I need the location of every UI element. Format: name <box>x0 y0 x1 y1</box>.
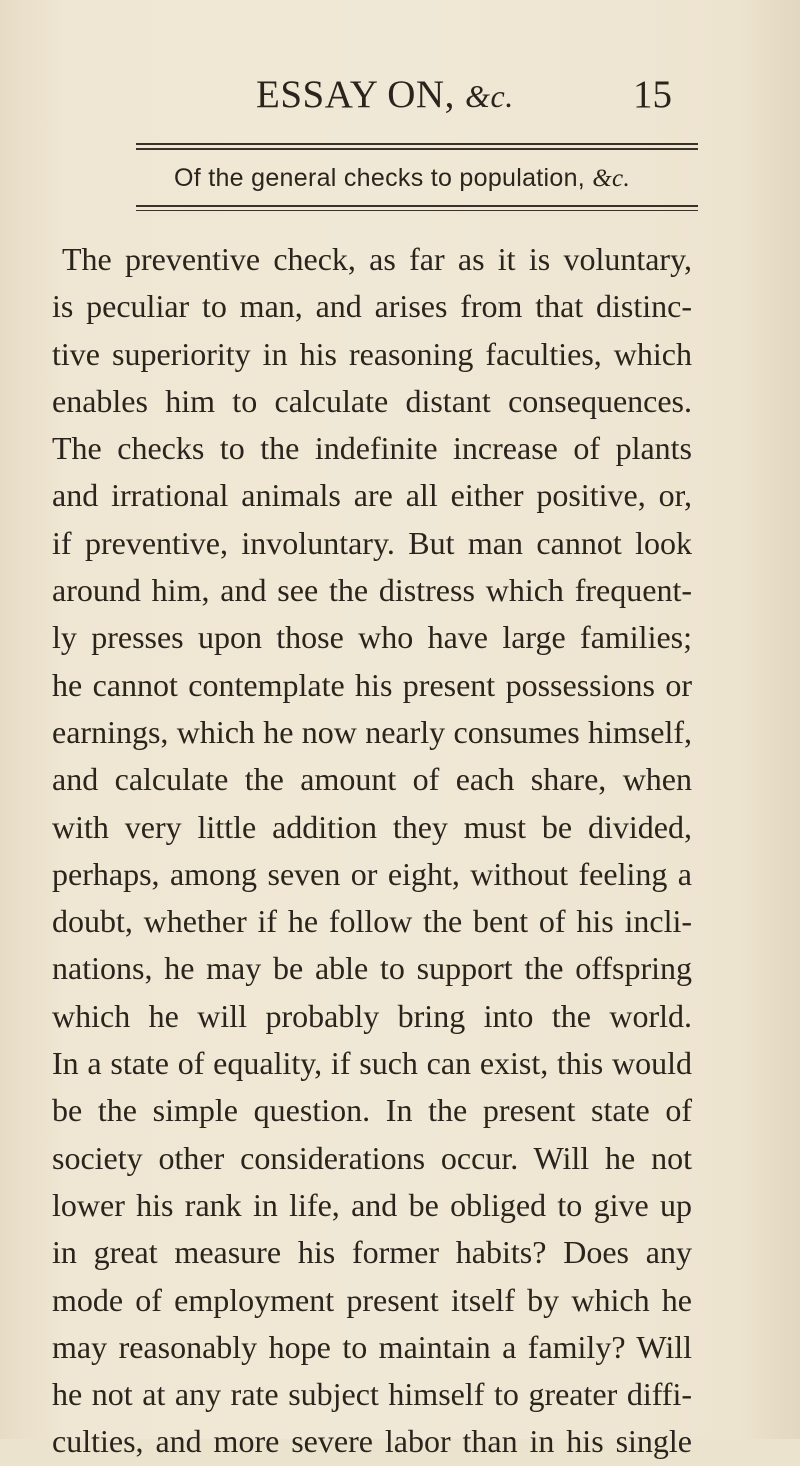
text-line: in great measure his former habits? Does any <box>52 1234 692 1271</box>
section-title <box>174 164 630 193</box>
running-head-etc: &c. <box>465 78 514 114</box>
page-number: 15 <box>633 73 672 116</box>
text-line: doubt, whether if he follow the bent of his incli- <box>52 903 692 940</box>
running-head <box>256 72 696 132</box>
text-line: tive superiority in his reasoning faculties, which <box>52 335 692 372</box>
text-line: society other considerations occur. Will he not <box>52 1139 692 1176</box>
text-line: The preventive check, as far as it is voluntary, <box>62 241 692 277</box>
bottom-rule-thick <box>136 205 698 207</box>
text-line: enables him to calculate distant consequences. <box>52 382 692 419</box>
running-head-title-text: ESSAY ON, <box>256 73 455 116</box>
text-line: In a state of equality, if such can exist, this would <box>52 1045 692 1082</box>
text-line: if preventive, involuntary. But man cannot look <box>52 524 692 561</box>
text-line: The checks to the indefinite increase of plants <box>52 430 692 467</box>
text-line: is peculiar to man, and arises from that distinc- <box>52 288 692 325</box>
text-line: culties, and more severe labor than in his single <box>52 1423 692 1460</box>
bottom-rule-thin <box>136 210 698 211</box>
text-line: be the simple question. In the present state of <box>52 1092 692 1129</box>
text-line: he not at any rate subject himself to greater diffi- <box>52 1376 692 1413</box>
text-line: and irrational animals are all either positive, or, <box>52 477 692 514</box>
body-text <box>52 236 692 1466</box>
text-line: lower his rank in life, and be obliged to give up <box>52 1186 692 1223</box>
top-rule-thick <box>136 143 698 145</box>
text-line: nations, he may be able to support the offspring <box>52 950 692 987</box>
text-line: he cannot contemplate his present possessions or <box>52 666 692 703</box>
text-line: and calculate the amount of each share, when <box>52 761 692 798</box>
text-line: perhaps, among seven or eight, without feeling a <box>52 855 692 892</box>
text-line: may reasonably hope to maintain a family? Will <box>52 1328 692 1365</box>
text-line: mode of employment present itself by which he <box>52 1281 692 1318</box>
text-line: around him, and see the distress which frequent- <box>52 572 692 609</box>
text-line: earnings, which he now nearly consumes himself, <box>52 713 692 750</box>
text-line: with very little addition they must be divided, <box>52 808 692 845</box>
text-line: which he will probably bring into the world. <box>52 997 692 1034</box>
text-line: ly presses upon those who have large families; <box>52 619 692 656</box>
top-rule-thin <box>136 148 698 150</box>
running-head-title <box>256 72 514 117</box>
section-title-text: Of the general checks to population, <box>174 164 586 192</box>
section-title-etc: &c. <box>592 165 631 192</box>
